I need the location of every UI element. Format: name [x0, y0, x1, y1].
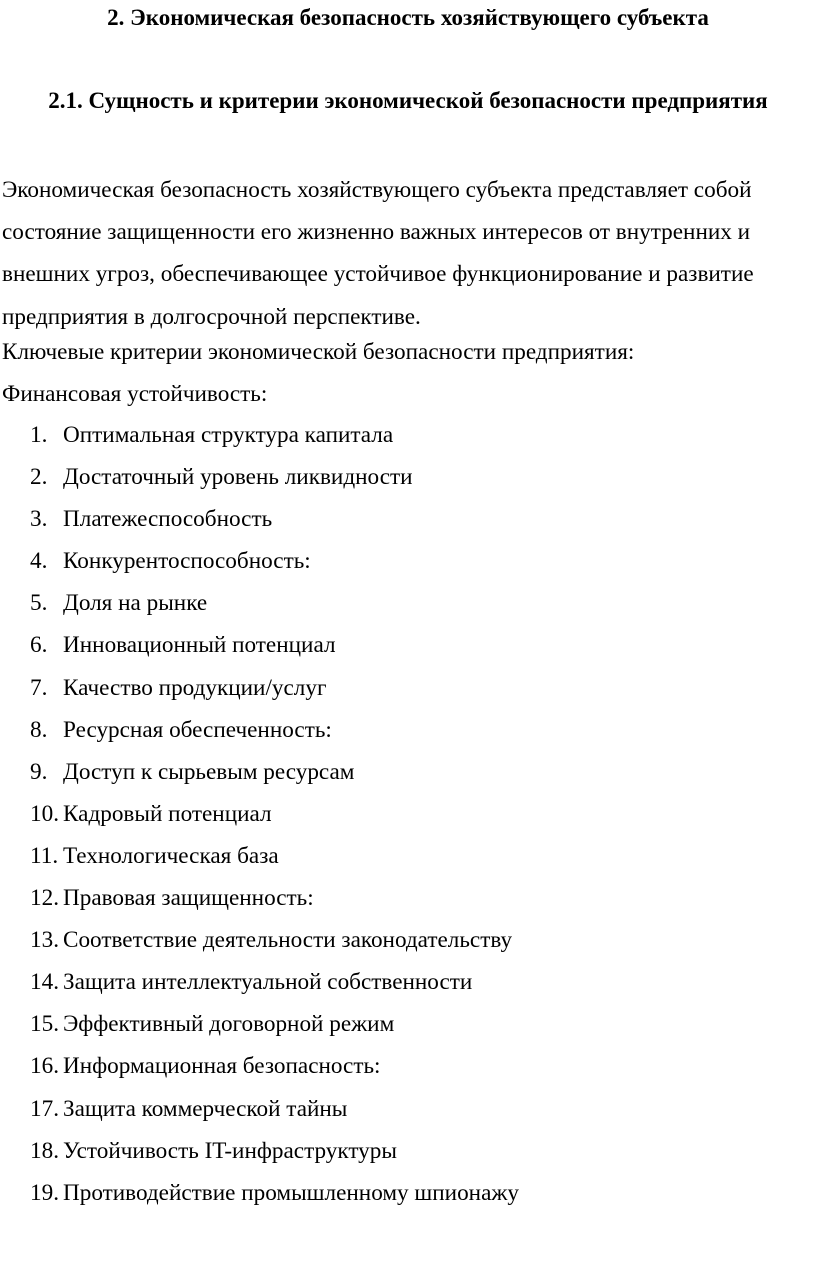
list-item-number: 5. [30, 590, 48, 617]
paragraph-line: внешних угроз, обеспечивающее устойчивое функционирование и развитие [2, 261, 754, 288]
list-item-number: 10. [30, 800, 59, 827]
list-item [0, 631, 816, 673]
list-item [0, 1095, 816, 1137]
list-item-number: 4. [30, 548, 48, 575]
list-item-text: Кадровый потенциал [63, 800, 272, 827]
list-item [0, 716, 816, 758]
list-item [0, 1179, 816, 1221]
list-item-number: 2. [30, 464, 48, 491]
intro-paragraph [2, 169, 808, 338]
list-item-text: Защита коммерческой тайны [63, 1095, 348, 1122]
list-item-text: Противодействие промышленному шпионажу [63, 1179, 519, 1206]
list-item-text: Соответствие деятельности законодательству [63, 927, 513, 954]
list-item [0, 589, 816, 631]
section-heading: 2. Экономическая безопасность хозяйствующего субъекта [107, 5, 709, 30]
subsection-heading: 2.1. Сущность и критерии экономической безопасности предприятия [48, 88, 768, 113]
list-item [0, 884, 816, 926]
list-item-number: 3. [30, 506, 48, 533]
list-item-text: Устойчивость IT-инфраструктуры [63, 1137, 397, 1164]
list-item [0, 758, 816, 800]
list-item [0, 674, 816, 716]
list-item [0, 547, 816, 589]
paragraph-line: состояние защищенности его жизненно важных интересов от внутренних и [2, 219, 751, 246]
criteria-intro: Ключевые критерии экономической безопасности предприятия: [2, 339, 635, 365]
paragraph-line: предприятия в долгосрочной перспективе. [2, 303, 421, 330]
list-item [0, 1052, 816, 1094]
group-label: Финансовая устойчивость: [2, 381, 268, 407]
list-item-number: 18. [30, 1137, 59, 1164]
list-item-number: 8. [30, 716, 48, 743]
list-item-number: 17. [30, 1095, 59, 1122]
list-item-text: Информационная безопасность: [63, 1053, 381, 1080]
list-item-number: 7. [30, 674, 48, 701]
list-item [0, 505, 816, 547]
list-item [0, 1010, 816, 1052]
list-item-text: Эффективный договорной режим [63, 1011, 395, 1038]
list-item-number: 19. [30, 1179, 59, 1206]
list-item-text: Конкурентоспособность: [63, 548, 311, 575]
list-item-text: Оптимальная структура капитала [63, 422, 394, 448]
list-item-number: 15. [30, 1011, 59, 1038]
list-item-text: Доля на рынке [63, 590, 208, 617]
list-item-number: 16. [30, 1053, 59, 1080]
criteria-list [0, 421, 816, 1221]
list-item-text: Платежеспособность [63, 506, 273, 533]
list-item [0, 842, 816, 884]
list-item [0, 463, 816, 505]
list-item-text: Достаточный уровень ликвидности [63, 464, 413, 491]
list-item [0, 421, 816, 463]
list-item [0, 926, 816, 968]
list-item [0, 968, 816, 1010]
list-item-number: 13. [30, 927, 59, 954]
list-item-number: 14. [30, 969, 59, 996]
list-item-number: 6. [30, 632, 48, 659]
list-item-text: Правовая защищенность: [63, 885, 314, 912]
list-item [0, 1137, 816, 1179]
list-item-number: 12. [30, 885, 59, 912]
paragraph-line: Экономическая безопасность хозяйствующего субъекта представляет собой [2, 177, 752, 203]
list-item-text: Защита интеллектуальной собственности [63, 969, 473, 996]
list-item-text: Доступ к сырьевым ресурсам [63, 758, 355, 785]
list-item-number: 1. [30, 422, 48, 448]
list-item-text: Качество продукции/услуг [63, 674, 327, 701]
list-item-text: Инновационный потенциал [63, 632, 336, 659]
list-item [0, 800, 816, 842]
list-item-number: 9. [30, 758, 48, 785]
list-item-text: Технологическая база [63, 842, 279, 869]
list-item-text: Ресурсная обеспеченность: [63, 716, 332, 743]
list-item-number: 11. [30, 842, 59, 869]
